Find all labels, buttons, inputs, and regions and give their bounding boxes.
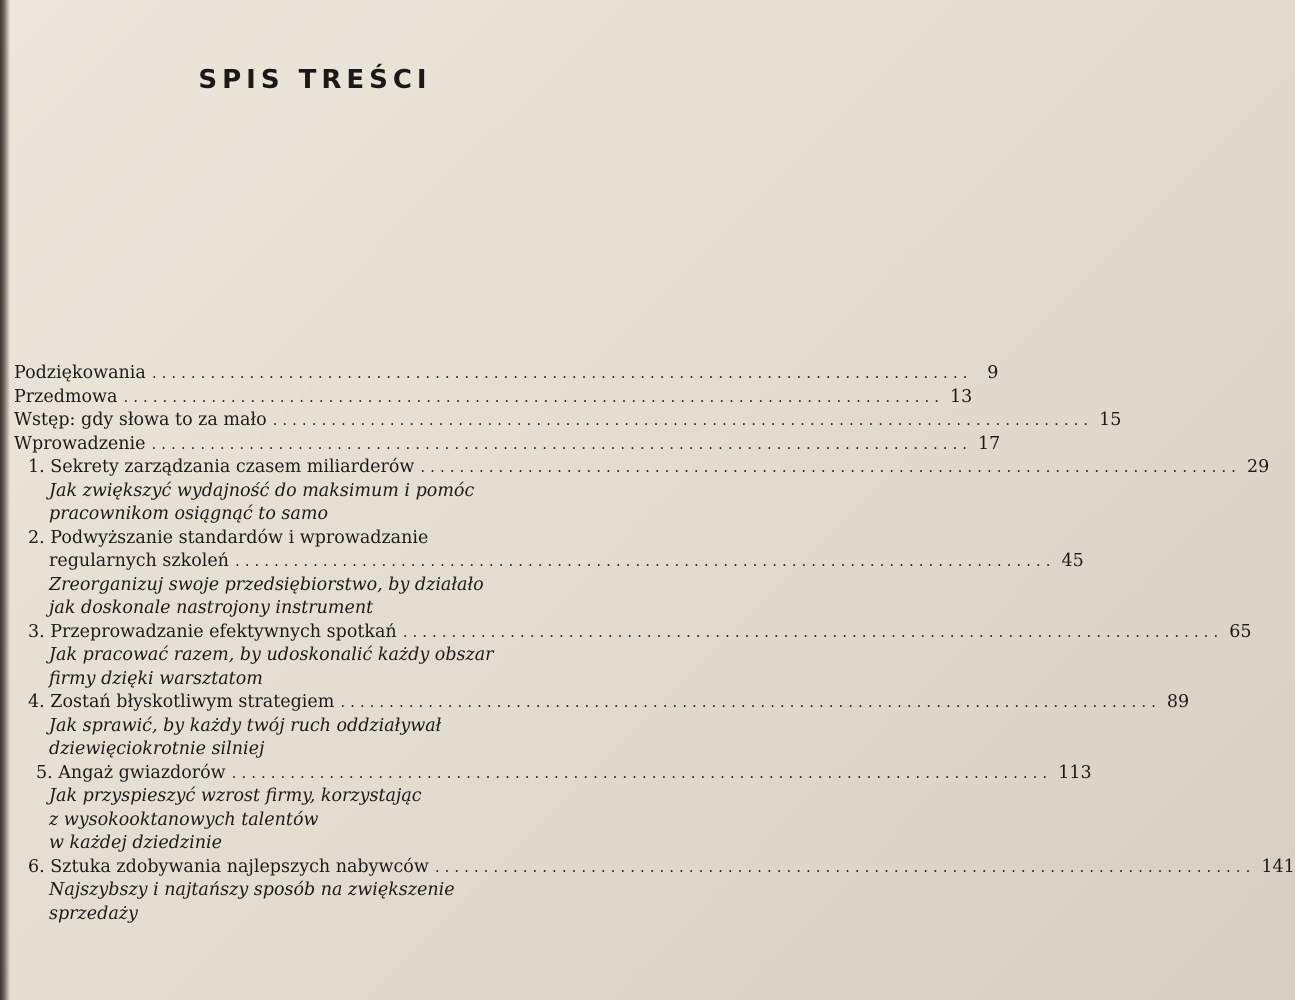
toc-chapter <box>36 762 1092 786</box>
toc-entry-label: Wstęp: gdy słowa to za mało <box>14 410 267 430</box>
toc-entry-page: 17 <box>978 433 1001 454</box>
subtitle-line: z wysokooktanowych talentów <box>49 809 319 830</box>
toc-entry-label: Przedmowa <box>14 386 118 407</box>
toc-chapter <box>49 550 1084 574</box>
toc-chapter-subtitle <box>49 715 570 762</box>
subtitle-line: sprzedaży <box>49 903 138 924</box>
toc-chapter-title-text: Przeprowadzanie efektywnych spotkań <box>50 621 397 642</box>
toc-chapter-page: 65 <box>1229 621 1252 642</box>
subtitle-line: pracownikom osiągnąć to samo <box>49 504 328 524</box>
toc-chapter-subtitle <box>49 574 570 621</box>
toc-leader-dots: .................................................................................... <box>340 693 1161 711</box>
toc-chapter-title-text: Podwyższanie standardów i wprowadzanie <box>50 527 429 548</box>
toc-chapter-title-line <box>28 527 570 551</box>
toc-chapter-page: 45 <box>1061 551 1084 571</box>
toc-leader-dots: .................................................................................... <box>272 411 1094 429</box>
toc-chapter-title-text: Sekrety zarządzania czasem miliarderów <box>50 457 415 477</box>
subtitle-line: w każdej dziedzinie <box>49 833 222 853</box>
toc-entry-page: 15 <box>1099 410 1122 430</box>
toc-chapter-title <box>36 762 226 786</box>
page-binding-edge <box>0 0 10 1000</box>
toc-leader-dots: .................................................................................... <box>231 763 1053 782</box>
toc-leader-dots: .................................................................................... <box>434 857 1256 876</box>
toc-chapter-page: 89 <box>1166 692 1190 712</box>
toc-chapter-number: 2. <box>28 527 45 548</box>
toc-leader-dots: .................................................................................... <box>234 552 1056 570</box>
subtitle-line: Jak przyspieszyć wzrost firmy, korzystając <box>49 786 422 806</box>
toc-chapter-number: 4. <box>28 692 45 712</box>
toc-chapter-subtitle <box>49 480 570 527</box>
subtitle-line: Jak pracować razem, by udoskonalić każdy obszar <box>49 645 494 665</box>
toc-chapter-title <box>28 456 414 480</box>
toc-chapter-page: 141 <box>1261 856 1295 877</box>
toc-entry <box>14 409 1122 433</box>
toc-entry <box>14 433 1001 457</box>
subtitle-line: jak doskonale nastrojony instrument <box>49 598 374 618</box>
toc-chapter-title-text: regularnych szkoleń <box>49 551 229 571</box>
toc-entry-page: 13 <box>950 386 973 407</box>
toc-chapter-subtitle <box>49 879 570 926</box>
subtitle-line: Najszybszy i najtańszy sposób na zwiększenie <box>49 880 455 900</box>
subtitle-line: Jak zwiększyć wydajność do maksimum i pomóc <box>49 480 475 501</box>
subtitle-line: dziewięciokrotnie silniej <box>49 739 265 759</box>
toc-chapter-title <box>28 621 397 645</box>
toc-entry <box>14 362 999 386</box>
subtitle-line: firmy dzięki warsztatom <box>49 668 263 689</box>
toc-leader-dots: .................................................................................... <box>151 434 973 453</box>
table-of-contents <box>14 362 1295 926</box>
toc-entry-label: Podziękowania <box>14 363 146 383</box>
toc-chapter <box>28 456 1270 480</box>
toc-chapter <box>28 691 1190 715</box>
toc-chapter-subtitle <box>49 644 570 691</box>
toc-entry <box>14 386 973 410</box>
page-title: SPIS TREŚCI <box>198 65 432 96</box>
toc-chapter <box>28 621 1252 645</box>
toc-entry-page: 9 <box>987 363 999 383</box>
toc-entry-label: Wprowadzenie <box>14 433 146 454</box>
toc-chapter-title <box>28 856 429 880</box>
toc-leader-dots: .................................................................................... <box>402 622 1224 641</box>
toc-chapter-title-text: Angaż gwiazdorów <box>58 762 226 783</box>
toc-chapter-page: 29 <box>1246 457 1270 477</box>
subtitle-line: Jak sprawić, by każdy twój ruch oddziaływał <box>49 715 442 736</box>
toc-chapter <box>28 856 1295 880</box>
toc-chapter-number: 6. <box>28 856 45 877</box>
toc-leader-dots: .................................................................................... <box>420 458 1241 476</box>
toc-chapter-number: 5. <box>36 762 53 783</box>
toc-chapter-title-text: Zostań błyskotliwym strategiem <box>50 692 335 712</box>
toc-chapter-title-text: Sztuka zdobywania najlepszych nabywców <box>50 856 429 877</box>
subtitle-line: Zreorganizuj swoje przedsiębiorstwo, by działało <box>49 574 484 595</box>
toc-chapter-subtitle <box>49 785 570 856</box>
toc-chapter-page: 113 <box>1058 762 1092 783</box>
toc-leader-dots: .................................................................................... <box>123 387 944 406</box>
toc-chapter-title <box>28 691 334 715</box>
toc-chapter-number: 3. <box>28 621 45 642</box>
toc-chapter-number: 1. <box>28 457 45 477</box>
toc-leader-dots: .................................................................................... <box>151 364 973 382</box>
